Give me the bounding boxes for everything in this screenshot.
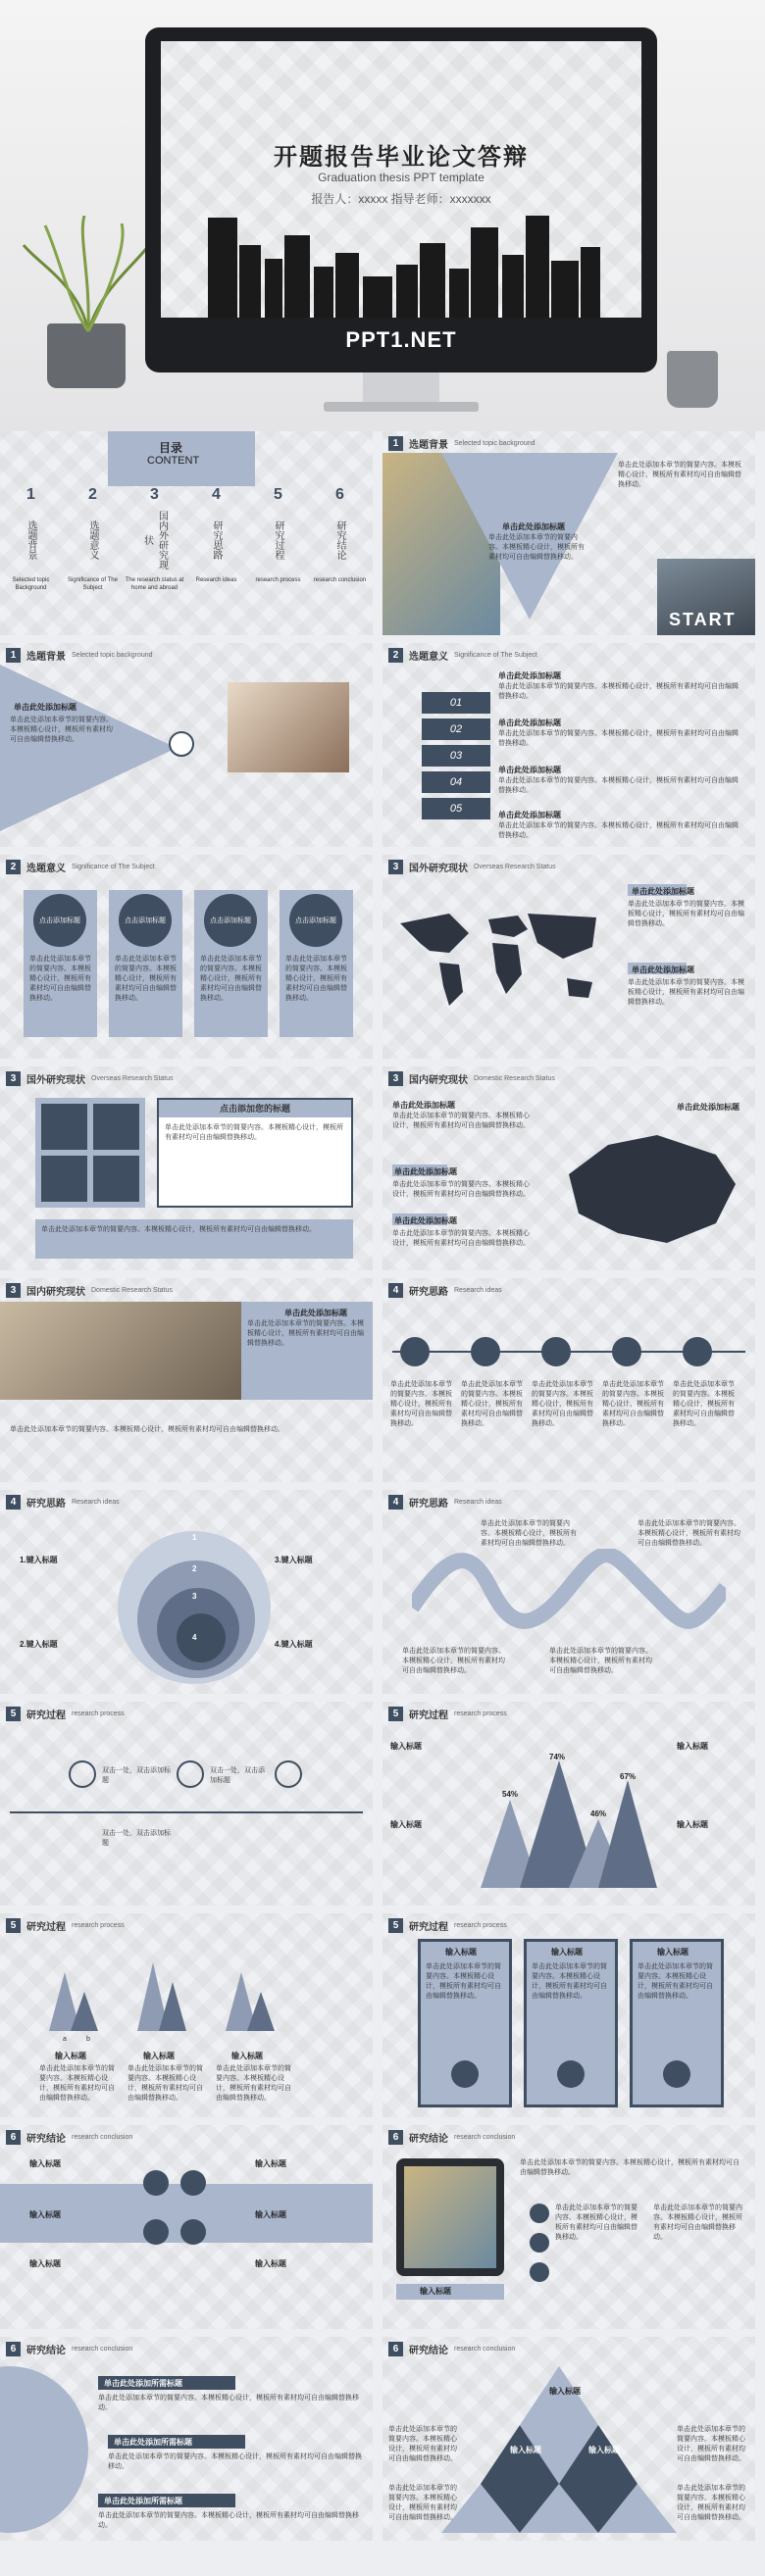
item-body: 单击此处添加本章节的简要内容。本模板精心设计，模板所有素材均可自由编辑替换移动。 bbox=[392, 1230, 530, 1247]
monitor bbox=[145, 27, 657, 372]
item-title: 单击此处添加标题 bbox=[392, 1101, 455, 1110]
item-body: 单击此处添加本章节的简要内容。本模板精心设计，模板所有素材均可自由编辑替换移动。 bbox=[498, 777, 739, 794]
item-body: 单击此处添加本章节的简要内容。本模板精心设计，模板所有素材均可自由编辑替换移动。 bbox=[128, 2065, 203, 2102]
panel-body: 单击此处添加本章节的简要内容。本模板精心设计，模板所有素材均可自由编辑替换移动。 bbox=[638, 1963, 713, 2000]
section-title-en: Significance of The Subject bbox=[72, 863, 155, 870]
section-title-en: Domestic Research Status bbox=[474, 1074, 555, 1082]
slide-header bbox=[388, 1282, 502, 1298]
card-body: 单击此处添加本章节的简要内容。本模板精心设计，模板所有素材均可自由编辑替换移动。 bbox=[115, 956, 177, 1002]
card[interactable] bbox=[24, 890, 97, 1037]
item-title: 单击此处添加标题 bbox=[394, 1167, 457, 1176]
peak-label: b bbox=[86, 2036, 90, 2043]
item-title: 输入标题 bbox=[231, 2052, 263, 2060]
panel-title: 输入标题 bbox=[445, 1948, 477, 1957]
triangle-shape bbox=[0, 665, 196, 831]
chat-icon bbox=[612, 1337, 641, 1366]
step-label: 双击一处，双击添加标题 bbox=[210, 1767, 265, 1784]
slide-ideas-2 bbox=[0, 1490, 373, 1694]
item-title: 单击此处添加标题 bbox=[394, 1216, 457, 1225]
key-title: 4.键入标题 bbox=[275, 1640, 313, 1649]
clock-icon bbox=[93, 1104, 139, 1150]
slide-header bbox=[6, 1494, 120, 1510]
item-body: 单击此处添加本章节的简要内容。本模板精心设计，模板所有素材均可自由编辑替换移动。 bbox=[677, 2485, 745, 2521]
slide-header bbox=[388, 1070, 555, 1086]
key-title: 2.键入标题 bbox=[20, 1640, 58, 1649]
ring-number: 2 bbox=[192, 1564, 197, 1573]
step-label: 双击一处，双击添加标题 bbox=[102, 1830, 171, 1847]
section-title-en: research conclusion bbox=[72, 2345, 133, 2353]
panel-body: 单击此处添加本章节的简要内容。本模板精心设计，模板所有素材均可自由编辑替换移动。 bbox=[532, 1963, 607, 2000]
item-body: 单击此处添加本章节的简要内容。本模板精心设计，模板所有素材均可自由编辑替换移动。 bbox=[98, 2395, 359, 2411]
slide-header bbox=[388, 2341, 515, 2356]
toc-item[interactable]: 6 研究结论 research conclusion bbox=[313, 486, 367, 583]
item-title: 输入标题 bbox=[55, 2052, 86, 2060]
section-title: 研究思路 bbox=[409, 1498, 448, 1510]
check-icon bbox=[275, 1760, 302, 1788]
section-number: 6 bbox=[388, 2342, 403, 2356]
item-title: 输入标题 bbox=[255, 2159, 286, 2168]
icon-circle bbox=[530, 2262, 549, 2282]
target-icon bbox=[471, 1337, 500, 1366]
item-body: 单击此处添加本章节的简要内容。本模板精心设计，模板所有素材均可自由编辑替换移动。 bbox=[392, 1113, 530, 1129]
text-panel bbox=[157, 1098, 353, 1208]
item-title: 输入标题 bbox=[29, 2159, 61, 2168]
section-number: 1 bbox=[388, 436, 403, 451]
item-body: 单击此处添加本章节的简要内容。本模板精心设计，模板所有素材均可自由编辑替换移动。 bbox=[673, 1381, 735, 1427]
section-title-en: research conclusion bbox=[454, 2133, 516, 2141]
item-title: 输入标题 bbox=[588, 2446, 620, 2454]
slide-header bbox=[6, 1070, 174, 1086]
pen-icon bbox=[663, 2060, 690, 2088]
wave-path bbox=[412, 1549, 726, 1637]
card-body: 单击此处添加本章节的简要内容。本模板精心设计，模板所有素材均可自由编辑替换移动。 bbox=[29, 956, 91, 1002]
section-title: 国外研究现状 bbox=[26, 1074, 85, 1086]
peak-value: 67% bbox=[620, 1772, 637, 1781]
ring-number: 4 bbox=[192, 1633, 197, 1642]
monitor-screen bbox=[161, 41, 641, 318]
section-title: 研究结论 bbox=[409, 2133, 448, 2145]
section-title-en: research process bbox=[72, 1921, 125, 1929]
timeline bbox=[10, 1811, 363, 1813]
item-title: 输入标题 bbox=[420, 2287, 451, 2296]
slide-domestic-1 bbox=[382, 1066, 755, 1270]
section-title: 研究过程 bbox=[409, 1709, 448, 1721]
summary-body: 单击此处添加本章节的简要内容。本模板精心设计，模板所有素材均可自由编辑替换移动。 bbox=[41, 1226, 316, 1233]
key-icon bbox=[557, 2060, 585, 2088]
slide-header bbox=[6, 2129, 132, 2145]
section-title: 研究过程 bbox=[409, 1921, 448, 1933]
slide-header bbox=[388, 435, 536, 451]
card-row bbox=[24, 890, 357, 1037]
panel-title: 点击添加您的标题 bbox=[159, 1100, 351, 1117]
slide-header bbox=[388, 1494, 502, 1510]
slide-conclusion-2 bbox=[382, 2125, 755, 2329]
section-number: 6 bbox=[6, 2342, 21, 2356]
step-item: 02 bbox=[422, 718, 490, 740]
item-body: 单击此处添加本章节的简要内容。本模板精心设计，模板所有素材均可自由编辑替换移动。 bbox=[532, 1381, 593, 1427]
item-body: 单击此处添加本章节的简要内容。本模板精心设计，模板所有素材均可自由编辑替换移动。 bbox=[677, 2426, 745, 2462]
slide-conclusion-3 bbox=[0, 2337, 373, 2541]
item-body: 单击此处添加本章节的简要内容。本模板精心设计，模板所有素材均可自由编辑替换移动。 bbox=[498, 730, 739, 747]
monitor-base bbox=[324, 402, 479, 412]
toc-list bbox=[0, 486, 373, 592]
toc-item[interactable]: 5 研究过程 research process bbox=[255, 486, 301, 583]
peak-value: 74% bbox=[549, 1753, 566, 1761]
slide-ideas-1 bbox=[382, 1278, 755, 1482]
item-body: 单击此处添加本章节的简要内容。本模板精心设计，模板所有素材均可自由编辑替换移动。 bbox=[392, 1181, 530, 1198]
item-body: 单击此处添加本章节的简要内容。本模板精心设计，模板所有素材均可自由编辑替换移动。 bbox=[498, 683, 739, 700]
slide-process-4 bbox=[382, 1913, 755, 2117]
section-number: 3 bbox=[6, 1071, 21, 1086]
item-title: 输入标题 bbox=[510, 2446, 541, 2454]
slide-background-2 bbox=[0, 643, 373, 847]
section-title: 国外研究现状 bbox=[409, 863, 468, 874]
card-body: 单击此处添加本章节的简要内容。本模板精心设计，模板所有素材均可自由编辑替换移动。 bbox=[200, 956, 262, 1002]
card-badge: 点击添加标题 bbox=[119, 894, 172, 947]
item-body: 单击此处添加本章节的简要内容。本模板精心设计，模板所有素材均可自由编辑替换移动。 bbox=[461, 1381, 523, 1427]
card[interactable] bbox=[194, 890, 268, 1037]
icon-circle bbox=[530, 2233, 549, 2253]
section-title: 选题意义 bbox=[26, 863, 66, 874]
slide-header bbox=[6, 2341, 132, 2356]
section-title-en: Research ideas bbox=[72, 1498, 120, 1506]
icon-circle bbox=[143, 2170, 169, 2196]
item-body: 单击此处添加本章节的简要内容。本模板精心设计，模板所有素材均可自由编辑替换移动。 bbox=[39, 2065, 115, 2102]
slide-header bbox=[388, 1917, 507, 1933]
half-circle bbox=[0, 2366, 88, 2533]
section-title: 研究思路 bbox=[26, 1498, 66, 1510]
section-number: 5 bbox=[388, 1707, 403, 1721]
item-title: 单击此处添加标题 bbox=[498, 766, 561, 774]
item-title: 单击此处添加所需标题 bbox=[114, 2438, 192, 2447]
item-body: 单击此处添加本章节的简要内容。本模板精心设计，模板所有素材均可自由编辑替换移动。 bbox=[481, 1520, 577, 1547]
panel-body: 单击此处添加本章节的简要内容。本模板精心设计，模板所有素材均可自由编辑替换移动。 bbox=[165, 1124, 343, 1141]
section-number: 5 bbox=[388, 1918, 403, 1933]
item-title: 单击此处添加标题 bbox=[14, 703, 76, 712]
slide-overseas-2 bbox=[0, 1066, 373, 1270]
item-title: 输入标题 bbox=[143, 2052, 175, 2060]
section-title-en: Overseas Research Status bbox=[474, 863, 556, 870]
icon-grid bbox=[35, 1098, 145, 1208]
ring-number: 1 bbox=[192, 1533, 197, 1542]
section-title: 选题背景 bbox=[26, 651, 66, 663]
start-label: START bbox=[669, 610, 737, 629]
item-body: 单击此处添加本章节的简要内容。本模板精心设计，模板所有素材均可自由编辑替换移动。 bbox=[388, 2485, 457, 2521]
item-body: 单击此处添加本章节的简要内容。本模板精心设计，模板所有素材均可自由编辑替换移动。 bbox=[10, 717, 113, 743]
toc-item[interactable]: 4 研究思路 Research ideas bbox=[195, 486, 237, 583]
section-number: 5 bbox=[6, 1707, 21, 1721]
section-title: 研究过程 bbox=[26, 1921, 66, 1933]
summary-band bbox=[35, 1219, 353, 1259]
cover-title: 开题报告毕业论文答辩 bbox=[274, 144, 529, 171]
lightbulb-icon bbox=[541, 1337, 571, 1366]
item-body: 单击此处添加本章节的简要内容。本模板精心设计，模板所有素材均可自由编辑替换移动。 bbox=[247, 1320, 364, 1347]
section-title-en: research process bbox=[454, 1709, 507, 1717]
slide-header bbox=[6, 1917, 125, 1933]
slide-process-2 bbox=[382, 1702, 755, 1906]
section-number: 3 bbox=[6, 1283, 21, 1298]
clock-icon bbox=[169, 731, 194, 757]
item-body: 单击此处添加本章节的简要内容。本模板精心设计，模板所有素材均可自由编辑替换移动。 bbox=[216, 2065, 291, 2102]
section-number: 2 bbox=[388, 648, 403, 663]
item-title: 单击此处添加标题 bbox=[498, 811, 561, 819]
item-title: 输入标题 bbox=[549, 2387, 581, 2396]
item-title: 输入标题 bbox=[677, 1742, 708, 1751]
section-title: 研究过程 bbox=[26, 1709, 66, 1721]
item-body: 单击此处添加本章节的简要内容。本模板精心设计，模板所有素材均可自由编辑替换移动。 bbox=[628, 979, 744, 1006]
section-title-en: Overseas Research Status bbox=[91, 1074, 174, 1082]
gear-icon bbox=[177, 1760, 204, 1788]
item-title: 单击此处添加标题 bbox=[284, 1309, 347, 1317]
section-title-en: research conclusion bbox=[72, 2133, 133, 2141]
slide-header bbox=[388, 859, 556, 874]
section-title-en: Research ideas bbox=[454, 1286, 502, 1294]
slide-process-1 bbox=[0, 1702, 373, 1906]
tablet bbox=[396, 2158, 504, 2276]
slide-header bbox=[388, 2129, 515, 2145]
plant-icon bbox=[20, 216, 157, 333]
item-body: 单击此处添加本章节的简要内容。本模板精心设计，模板所有素材均可自由编辑替换移动。 bbox=[549, 1648, 652, 1674]
item-title: 单击此处添加标题 bbox=[632, 966, 694, 974]
section-number: 5 bbox=[6, 1918, 21, 1933]
award-icon bbox=[41, 1156, 87, 1202]
step-item: 05 bbox=[422, 798, 490, 819]
section-title-en: Selected topic background bbox=[72, 651, 153, 659]
section-title-en: Research ideas bbox=[454, 1498, 502, 1506]
slide-header bbox=[6, 647, 153, 663]
card-badge: 点击添加标题 bbox=[204, 894, 257, 947]
item-title: 单击此处添加标题 bbox=[677, 1103, 740, 1112]
icon-circle bbox=[180, 2219, 206, 2245]
section-title: 选题意义 bbox=[409, 651, 448, 663]
item-title: 输入标题 bbox=[255, 2210, 286, 2219]
item-title: 输入标题 bbox=[677, 1820, 708, 1829]
book-photo bbox=[228, 682, 349, 772]
city-skyline-icon bbox=[161, 208, 641, 318]
item-title: 单击此处添加标题 bbox=[632, 887, 694, 896]
section-title: 研究结论 bbox=[26, 2345, 66, 2356]
toc-heading: 目录 bbox=[159, 441, 183, 455]
slide-significance-1 bbox=[382, 643, 755, 847]
toc-item[interactable]: 1 选题背景 Selected topic Background bbox=[12, 486, 50, 591]
item-body: 单击此处添加本章节的简要内容。本模板精心设计，模板所有素材均可自由编辑替换移动。 bbox=[602, 1381, 664, 1427]
section-number: 3 bbox=[388, 860, 403, 874]
item-body: 单击此处添加本章节的简要内容。本模板精心设计，模板所有素材均可自由编辑替换移动。 bbox=[555, 2204, 638, 2241]
ring-number: 3 bbox=[192, 1592, 197, 1601]
item-body: 单击此处添加本章节的简要内容。本模板精心设计，模板所有素材均可自由编辑替换移动。 bbox=[638, 1520, 740, 1547]
icon-circle bbox=[530, 2204, 549, 2223]
slide-header bbox=[6, 1706, 125, 1721]
step-label: 双击一处，双击添加标题 bbox=[102, 1767, 171, 1784]
step-item: 03 bbox=[422, 745, 490, 767]
slide-header bbox=[6, 1282, 173, 1298]
chat-icon bbox=[451, 2060, 479, 2088]
icon-circle bbox=[180, 2170, 206, 2196]
section-title: 选题背景 bbox=[409, 439, 448, 451]
slide-background-1 bbox=[382, 431, 755, 635]
item-body: 单击此处添加本章节的简要内容。本模板精心设计，模板所有素材均可自由编辑替换移动。 bbox=[628, 901, 744, 927]
panel-body: 单击此处添加本章节的简要内容。本模板精心设计，模板所有素材均可自由编辑替换移动。 bbox=[426, 1963, 501, 2000]
peak-label: a bbox=[63, 2036, 67, 2043]
section-number: 3 bbox=[388, 1071, 403, 1086]
slide-header bbox=[6, 859, 155, 874]
section-title: 研究结论 bbox=[409, 2345, 448, 2356]
item-body: 单击此处添加本章节的简要内容。本模板精心设计，模板所有素材均可自由编辑替换移动。 bbox=[10, 1426, 284, 1433]
gear-icon bbox=[69, 1760, 96, 1788]
item-title: 单击此处添加标题 bbox=[498, 718, 561, 727]
item-body: 单击此处添加本章节的简要内容。本模板精心设计，模板所有素材均可自由编辑替换移动。 bbox=[618, 462, 741, 488]
item-body: 单击此处添加本章节的简要内容。本模板精心设计，模板所有素材均可自由编辑替换移动。 bbox=[402, 1648, 505, 1674]
item-body: 单击此处添加本章节的简要内容。本模板精心设计，模板所有素材均可自由编辑替换移动。 bbox=[498, 822, 739, 839]
section-title-en: Selected topic background bbox=[454, 439, 536, 447]
panel-title: 输入标题 bbox=[551, 1948, 583, 1957]
cover-slide bbox=[0, 0, 765, 431]
toc-item[interactable]: 2 选题意义 Significance of The Subject bbox=[68, 486, 118, 591]
item-body: 单击此处添加本章节的简要内容。本模板精心设计，模板所有素材均可自由编辑替换移动。 bbox=[488, 534, 585, 561]
item-title: 单击此处添加标题 bbox=[498, 671, 561, 680]
item-title: 输入标题 bbox=[390, 1742, 422, 1751]
card-body: 单击此处添加本章节的简要内容。本模板精心设计，模板所有素材均可自由编辑替换移动。 bbox=[285, 956, 347, 1002]
item-title: 单击此处添加所需标题 bbox=[104, 2379, 182, 2388]
section-title: 研究结论 bbox=[26, 2133, 66, 2145]
slide-ideas-3 bbox=[382, 1490, 755, 1694]
chart-icon bbox=[683, 1337, 712, 1366]
mug bbox=[667, 351, 718, 408]
mail-icon bbox=[41, 1104, 87, 1150]
camera-icon bbox=[93, 1156, 139, 1202]
toc-heading-en: CONTENT bbox=[147, 455, 200, 467]
peak-value: 54% bbox=[502, 1790, 519, 1799]
item-body: 单击此处添加本章节的简要内容。本模板精心设计，模板所有素材均可自由编辑替换移动。 bbox=[653, 2204, 742, 2241]
world-map-icon bbox=[390, 904, 606, 1012]
card[interactable] bbox=[280, 890, 353, 1037]
item-title: 输入标题 bbox=[390, 1820, 422, 1829]
step-item: 04 bbox=[422, 771, 490, 793]
item-body: 单击此处添加本章节的简要内容。本模板精心设计，模板所有素材均可自由编辑替换移动。 bbox=[98, 2512, 359, 2529]
panel-title: 输入标题 bbox=[657, 1948, 688, 1957]
ring-core bbox=[177, 1613, 226, 1662]
brand-label: PPT1.NET bbox=[345, 327, 457, 352]
slide-header bbox=[388, 1706, 507, 1721]
item-title: 输入标题 bbox=[255, 2259, 286, 2268]
section-number: 4 bbox=[388, 1283, 403, 1298]
briefcase-icon bbox=[400, 1337, 430, 1366]
toc-item[interactable]: 3 国内外研究现状 The research status at home and abroad bbox=[125, 486, 184, 591]
slide-header bbox=[388, 647, 537, 663]
slide-conclusion-1 bbox=[0, 2125, 373, 2329]
section-number: 6 bbox=[6, 2130, 21, 2145]
section-title: 国内研究现状 bbox=[409, 1074, 468, 1086]
books-photo bbox=[0, 1302, 245, 1400]
slide-significance-2 bbox=[0, 855, 373, 1059]
section-number: 2 bbox=[6, 860, 21, 874]
tablet-photo bbox=[404, 2166, 496, 2268]
item-title: 单击此处添加所需标题 bbox=[104, 2497, 182, 2505]
section-title: 研究思路 bbox=[409, 1286, 448, 1298]
card-badge: 点击添加标题 bbox=[33, 894, 86, 947]
monitor-stand bbox=[363, 372, 439, 404]
item-body: 单击此处添加本章节的简要内容。本模板精心设计，模板所有素材均可自由编辑替换移动。 bbox=[388, 2426, 457, 2462]
peak-chart bbox=[481, 1741, 657, 1888]
slide-overseas-1 bbox=[382, 855, 755, 1059]
china-map-icon bbox=[549, 1115, 745, 1253]
section-title-en: Significance of The Subject bbox=[454, 651, 537, 659]
section-number: 1 bbox=[6, 648, 21, 663]
key-title: 3.键入标题 bbox=[275, 1556, 313, 1564]
step-item: 01 bbox=[422, 692, 490, 714]
key-title: 1.键入标题 bbox=[20, 1556, 58, 1564]
section-title-en: research conclusion bbox=[454, 2345, 516, 2353]
item-body: 单击此处添加本章节的简要内容。本模板精心设计，模板所有素材均可自由编辑替换移动。 bbox=[390, 1381, 452, 1427]
slide-conclusion-4 bbox=[382, 2337, 755, 2541]
item-body: 单击此处添加本章节的简要内容。本模板精心设计，模板所有素材均可自由编辑替换移动。 bbox=[108, 2453, 362, 2470]
ab-peaks bbox=[49, 1953, 343, 2031]
step-stack bbox=[422, 692, 490, 824]
section-number: 4 bbox=[388, 1495, 403, 1510]
section-number: 4 bbox=[6, 1495, 21, 1510]
slide-domestic-2 bbox=[0, 1278, 373, 1482]
icon-circle bbox=[143, 2219, 169, 2245]
section-title-en: research process bbox=[454, 1921, 507, 1929]
card[interactable] bbox=[109, 890, 182, 1037]
item-title: 单击此处添加标题 bbox=[502, 522, 565, 531]
slide-process-3 bbox=[0, 1913, 373, 2117]
section-title-en: research process bbox=[72, 1709, 125, 1717]
item-title: 输入标题 bbox=[29, 2210, 61, 2219]
section-title: 国内研究现状 bbox=[26, 1286, 85, 1298]
cover-subtitle: Graduation thesis PPT template bbox=[318, 171, 484, 184]
peak-value: 46% bbox=[590, 1809, 607, 1818]
section-number: 6 bbox=[388, 2130, 403, 2145]
toc-slide bbox=[0, 431, 373, 635]
section-title-en: Domestic Research Status bbox=[91, 1286, 173, 1294]
cover-meta: 报告人：xxxxx 指导老师：xxxxxxx bbox=[311, 192, 491, 206]
item-body: 单击此处添加本章节的简要内容。本模板精心设计，模板所有素材均可自由编辑替换移动。 bbox=[520, 2159, 740, 2176]
card-badge: 点击添加标题 bbox=[289, 894, 342, 947]
item-title: 输入标题 bbox=[29, 2259, 61, 2268]
